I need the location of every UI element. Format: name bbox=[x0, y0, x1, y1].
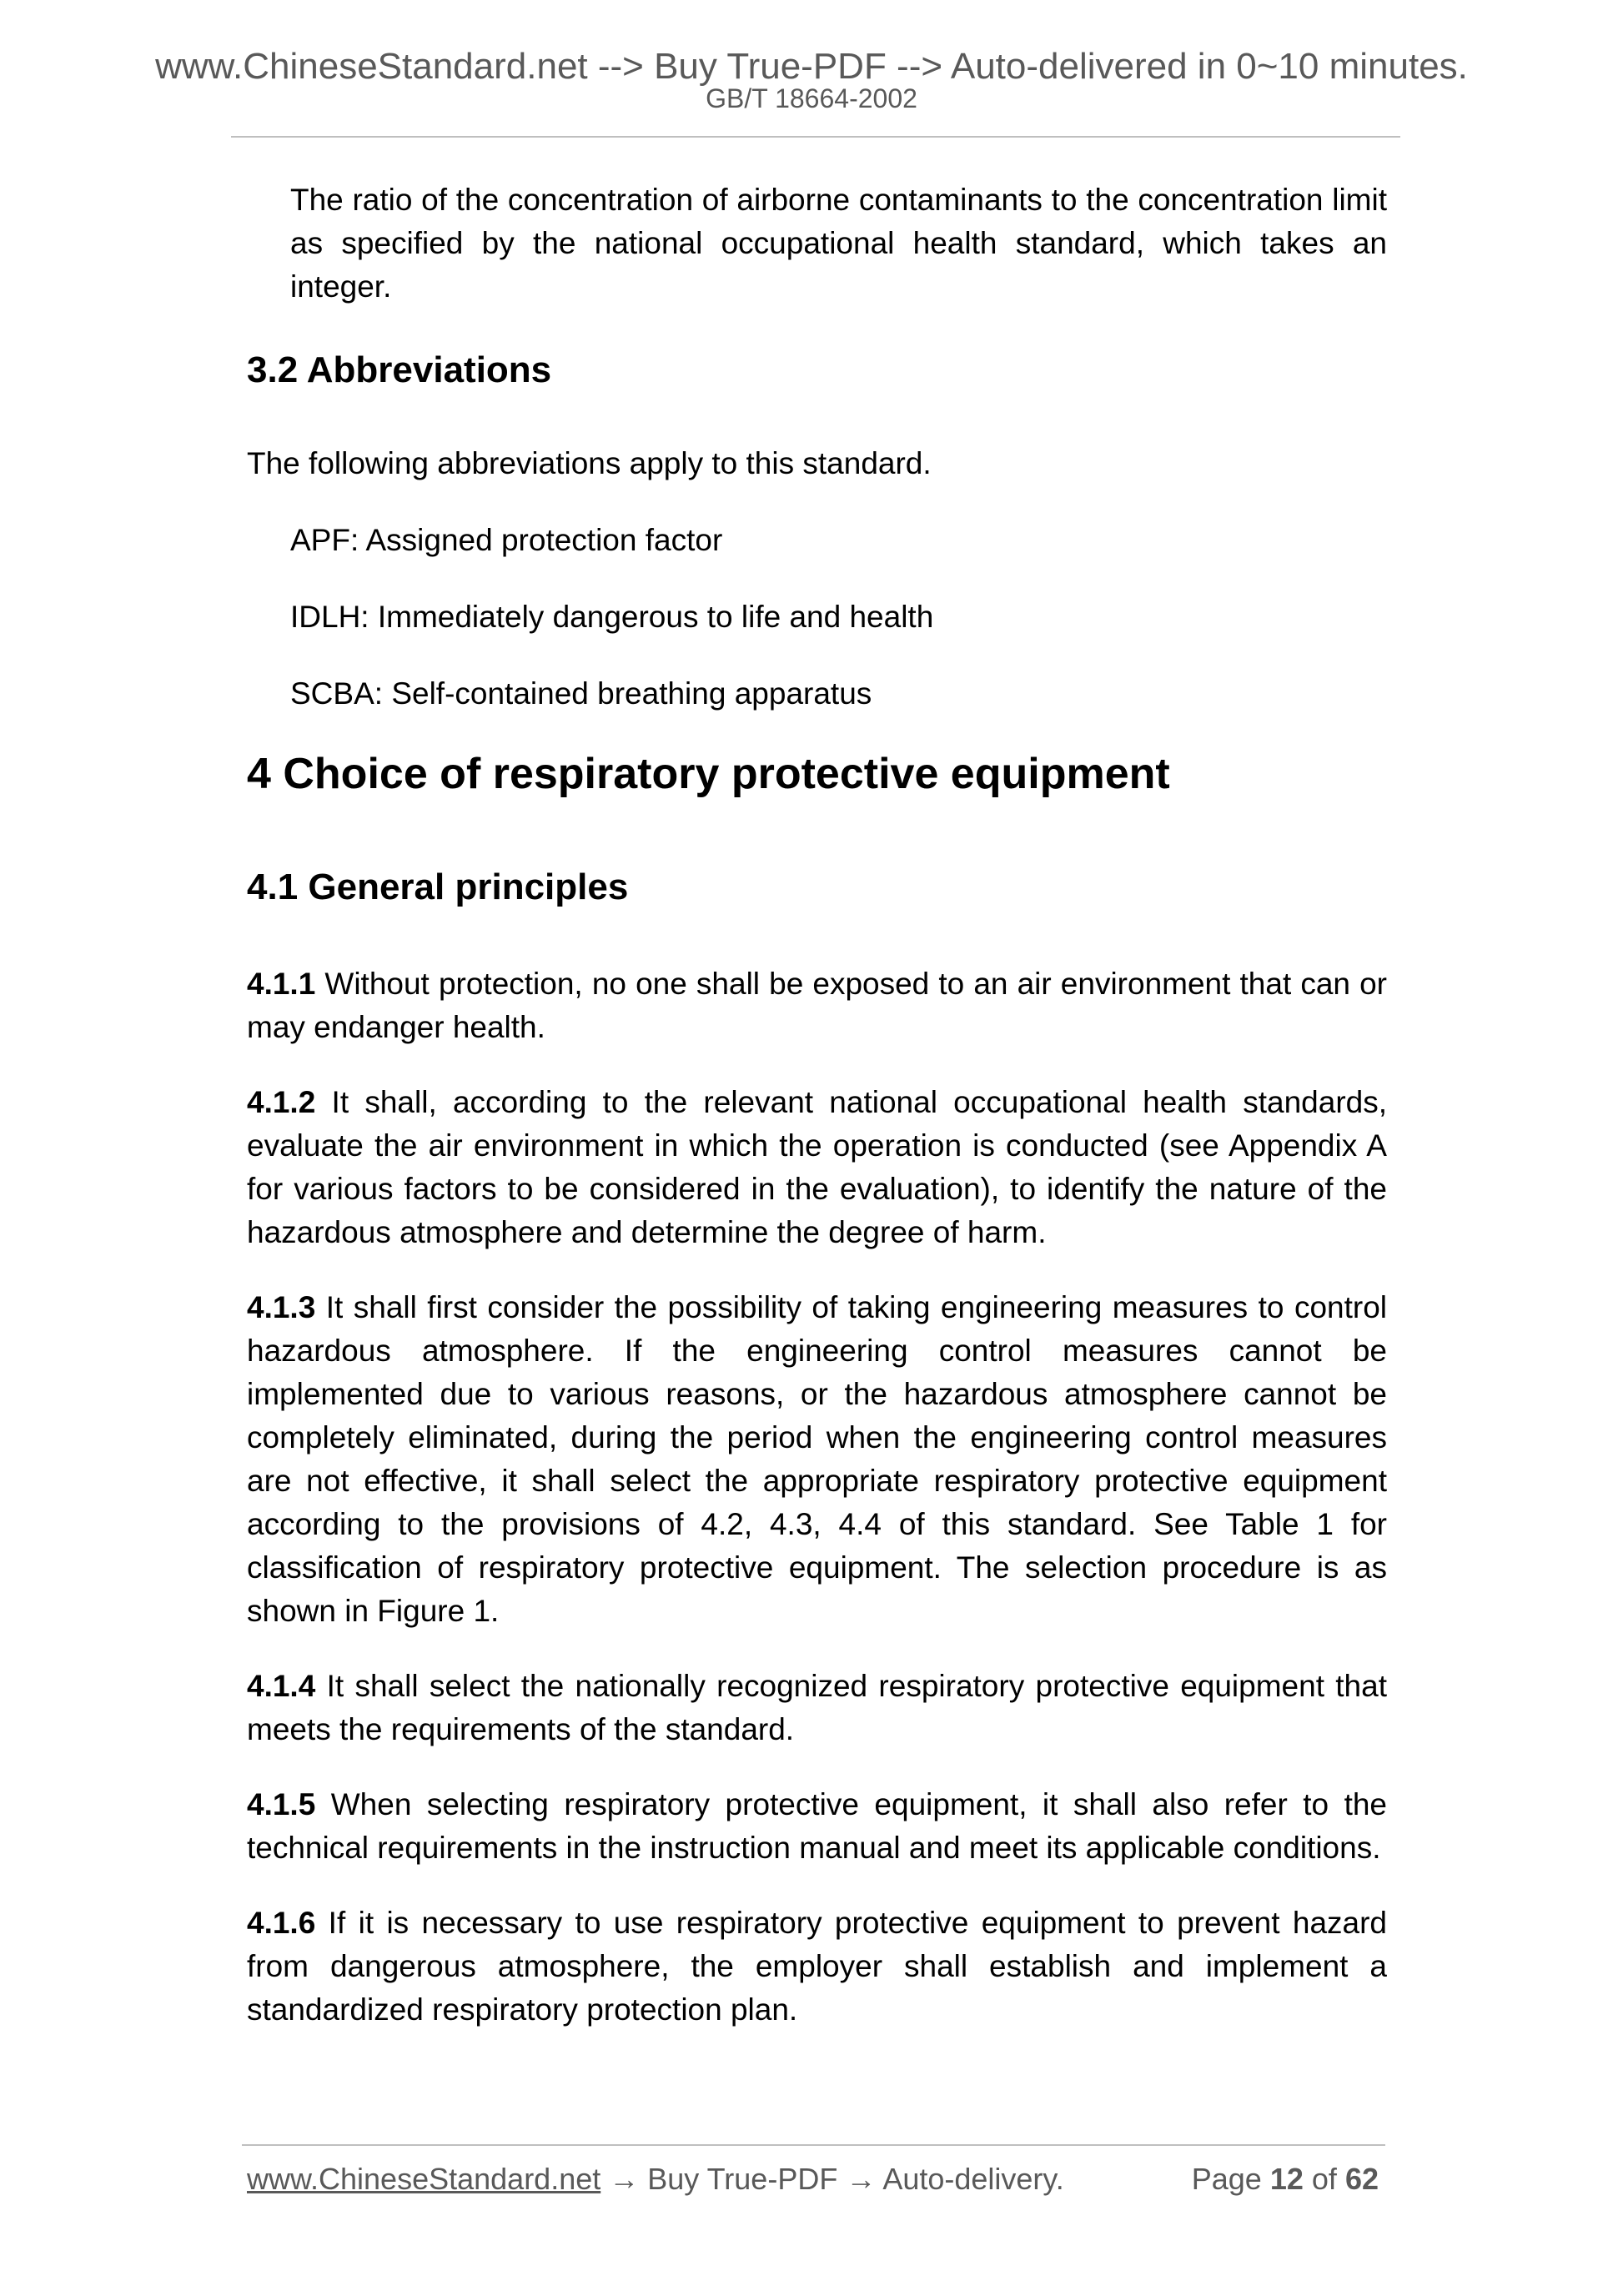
clause-number: 4.1.6 bbox=[247, 1906, 316, 1940]
standard-code: GB/T 18664-2002 bbox=[706, 83, 917, 113]
clause-number: 4.1.5 bbox=[247, 1787, 316, 1821]
clause-number: 4.1.4 bbox=[247, 1669, 316, 1703]
clause-4-1-3 bbox=[247, 1286, 1387, 1633]
footer-site-link[interactable]: www.ChineseStandard.net bbox=[247, 2162, 601, 2196]
clause-text: Without protection, no one shall be exposed to an air environment that can or may endanger health. bbox=[247, 967, 1387, 1044]
page-content bbox=[247, 172, 1387, 2032]
clause-number: 4.1.3 bbox=[247, 1290, 316, 1324]
clause-4-1-1 bbox=[247, 962, 1387, 1049]
of-label: of bbox=[1311, 2162, 1337, 2196]
header-divider bbox=[231, 136, 1400, 138]
section-4-heading: 4 Choice of respiratory protective equipment bbox=[247, 750, 1170, 798]
abbreviations-intro: The following abbreviations apply to this standard. bbox=[247, 446, 932, 480]
intro-paragraph: The ratio of the concentration of airborne contaminants to the concentration limit as specified by the national occupational health standard, which takes an integer. bbox=[290, 183, 1387, 304]
clause-number: 4.1.2 bbox=[247, 1085, 316, 1119]
abbreviation-item: APF: Assigned protection factor bbox=[290, 523, 723, 557]
clause-text: It shall select the nationally recognized respiratory protective equipment that meets the requirements of the standard. bbox=[247, 1669, 1387, 1746]
abbreviations-heading: 3.2 Abbreviations bbox=[247, 349, 552, 390]
clause-text: It shall, according to the relevant national occupational health standards, evaluate the air environment in which the operation is conducted (see Appendix A for various factors to be considered in the evaluation), to identify the nature of the hazardous atmosphere and determine the degree of harm. bbox=[247, 1085, 1387, 1249]
clause-text: When selecting respiratory protective equipment, it shall also refer to the technical requirements in the instruction manual and meet its applicable conditions. bbox=[247, 1787, 1388, 1865]
footer-tagline: → Buy True-PDF → Auto-delivery. bbox=[600, 2162, 1064, 2196]
clause-4-1-6 bbox=[247, 1902, 1387, 2032]
abbreviation-item: IDLH: Immediately dangerous to life and health bbox=[290, 600, 934, 634]
header-banner[interactable]: www.ChineseStandard.net --> Buy True-PDF --> Auto-delivered in 0~10 minutes. bbox=[155, 46, 1468, 87]
abbreviation-item: SCBA: Self-contained breathing apparatus bbox=[290, 676, 872, 711]
clause-4-1-4 bbox=[247, 1665, 1387, 1751]
current-page-number: 12 bbox=[1269, 2162, 1304, 2196]
section-4-1-heading: 4.1 General principles bbox=[247, 867, 629, 907]
total-pages: 62 bbox=[1344, 2162, 1379, 2196]
clause-text: If it is necessary to use respiratory protective equipment to prevent hazard from dangerous atmosphere, the employer shall establish and implement a standardized respiratory protection plan. bbox=[247, 1906, 1387, 2027]
page-label: Page bbox=[1191, 2162, 1262, 2196]
clause-4-1-5 bbox=[247, 1783, 1387, 1870]
clause-text: It shall first consider the possibility of taking engineering measures to control hazardous atmosphere. If the engineering control measures cannot be implemented due to various reasons, or the hazardous atmosphere cannot be completely eliminated, during the period when the engineering control measures are not effective, it shall select the appropriate respiratory protective equipment according to the provisions of 4.2, 4.3, 4.4 of this standard. See Table 1 for classification of respiratory protective equipment. The selection procedure is as shown in Figure 1. bbox=[247, 1290, 1387, 1628]
page-indicator bbox=[1192, 2160, 1379, 2198]
clause-number: 4.1.1 bbox=[247, 967, 316, 1001]
footer-promo bbox=[247, 2160, 1064, 2198]
footer-divider bbox=[242, 2144, 1385, 2146]
clause-4-1-2 bbox=[247, 1081, 1387, 1254]
